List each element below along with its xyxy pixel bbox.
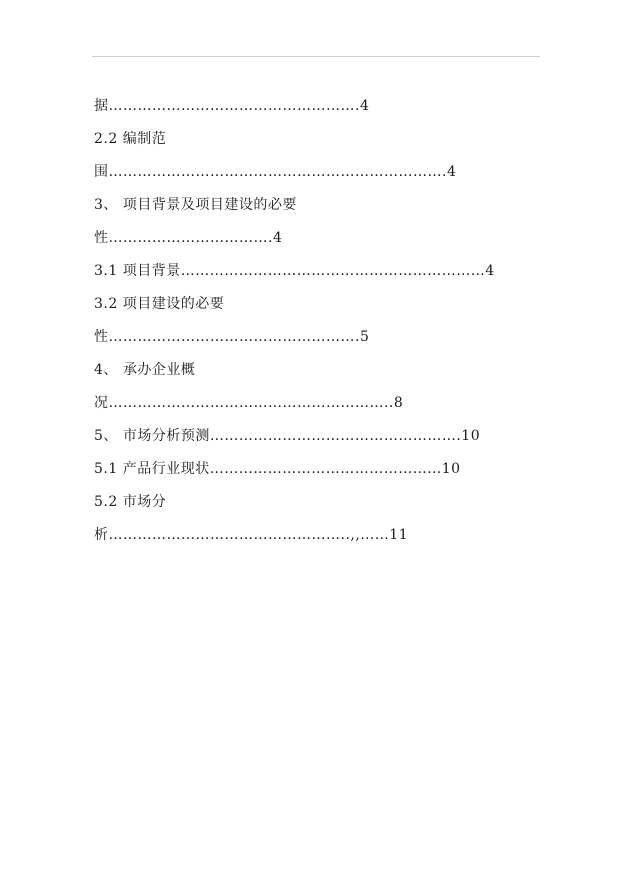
toc-line: 5.2 市场分 (94, 494, 167, 510)
toc-line: 据…………………………………………….4 (94, 98, 370, 114)
toc-line: 5、 市场分析预测…………………………………………….10 (94, 428, 481, 444)
toc-line: 3.2 项目建设的必要 (94, 296, 225, 312)
toc-line: 围…………………………………………………………….4 (94, 164, 457, 180)
toc-line: 况…………………………………………………..8 (94, 395, 404, 411)
toc-line: 2.2 编制范 (94, 131, 167, 147)
header-rule (92, 56, 540, 57)
toc-line: 3、 项目背景及项目建设的必要 (94, 197, 297, 213)
toc-line: 性…………………………………………….5 (94, 329, 370, 345)
toc-line: 析…………………………………………..,,……11 (94, 527, 409, 543)
toc-line: 4、 承办企业概 (94, 362, 196, 378)
toc-line: 5.1 产品行业现状…………………………………………10 (94, 461, 461, 477)
toc-line: 性…………………………….4 (94, 230, 283, 246)
toc-line: 3.1 项目背景………………………………………………………4 (94, 263, 495, 279)
table-of-contents (94, 90, 554, 552)
